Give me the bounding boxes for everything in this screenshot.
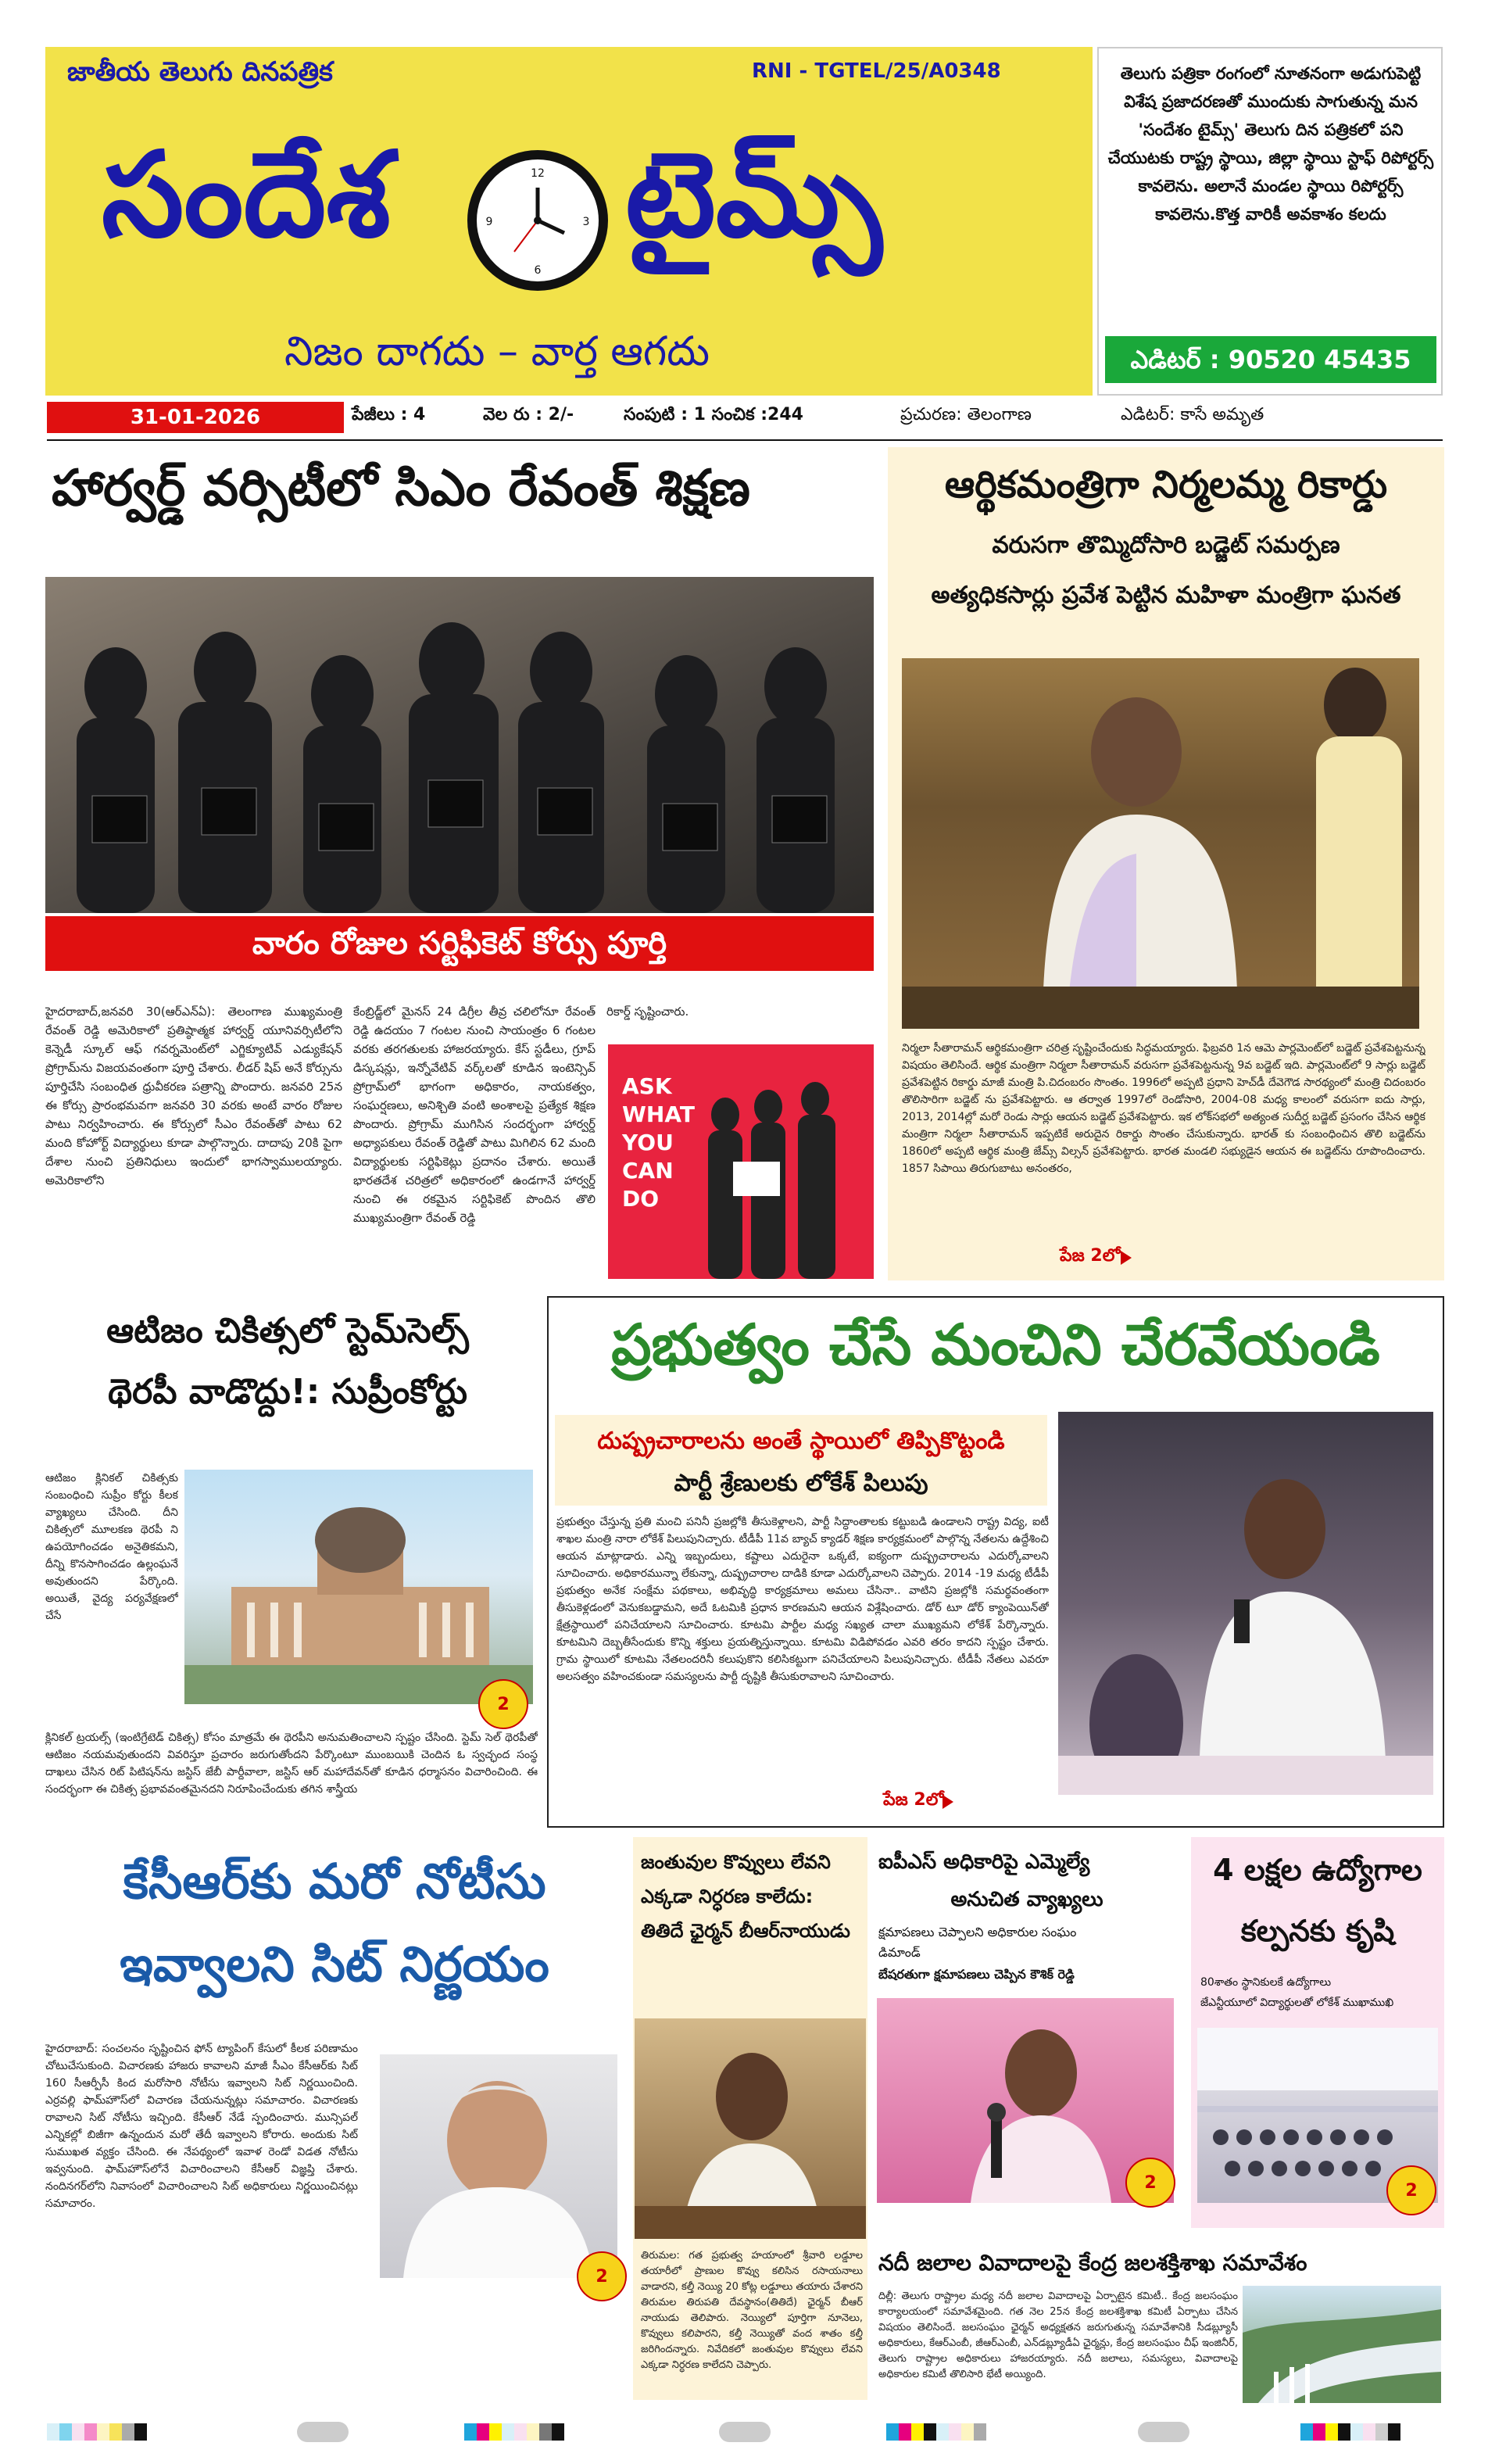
masthead-slogan: నిజం దాగదు – వార్త ఆగదు bbox=[284, 328, 710, 375]
info-editor: ఎడిటర్: కాసే అమృత bbox=[1121, 405, 1264, 424]
recruitment-ad-text: తెలుగు పత్రికా రంగంలో నూతనంగా అడుగుపెట్టి విశేష ప్రజాదరణతో ముందుకు సాగుతున్న మన 'సందేశం టైమ్స్' తెలుగు దిన పత్రికలో పని చేయుటకు రాష్ట్ర స్థాయి, జిల్లా స్థాయి స్టాఫ్ రిపోర్టర్స్ కావలెను. అలానే మండల స్థాయి రిపోర్టర్స్ కావలెను.కొత్త వారికీ అవకాశం కలదు bbox=[1107, 64, 1434, 224]
issue-date: 31-01-2026 bbox=[47, 402, 344, 433]
nirmala-sub1: వరుసగా తొమ్మిదోసారి బడ్జెట్ సమర్పణ bbox=[992, 532, 1340, 559]
info-bar-rule bbox=[47, 439, 1443, 441]
svg-text:12: 12 bbox=[531, 167, 545, 180]
ips-sub3: బేషరతుగా క్షమాపణలు చెప్పిన కౌశిక్ రెడ్డి bbox=[878, 1967, 1075, 1982]
ttd-body: తిరుమల: గత ప్రభుత్వ హయాంలో శ్రీవారి లడ్డూల తయారీలో ప్రాణుల కొవ్వు కలిసిన రసాయనాలు వాడారని, కల్తీ నెయ్యి 20 కోట్ల లడ్డూలు తయారు చేశారని తిరుమల తిరుపతి దేవస్థానం(తితిదే) ఛైర్మన్ బీఆర్ నాయుడు తెలిపారు. నెయ్యిలో పూర్తిగా నూనెలు, కొవ్వులు కలిపారని, కల్తీ నెయ్యితో వంద శాతం కల్తీ జరిగిందన్నారు. నివేదికలో జంతువుల కొవ్వులు లేవని ఎక్కడా నిర్ధరణ కాలేదని చెప్పారు. bbox=[641, 2250, 863, 2371]
registration-pill bbox=[1138, 2422, 1189, 2442]
nirmala-headline: ఆర్థికమంత్రిగా నిర్మలమ్మ రికార్డు bbox=[944, 463, 1388, 507]
page-ref-badge: 2 bbox=[1125, 2158, 1175, 2208]
nirmala-continued: పేజ 2లో bbox=[1060, 1246, 1121, 1266]
info-volume: సంపుటి : 1 సంచిక :244 bbox=[624, 405, 803, 424]
supreme-court-photo bbox=[184, 1470, 533, 1704]
dam-photo bbox=[1243, 2286, 1441, 2403]
svg-text:9: 9 bbox=[485, 216, 493, 228]
autism-body-wide: క్లినికల్ ట్రయల్స్ (ఇంటిగ్రేటెడ్ చికిత్స) కోసం మాత్రమే ఈ థెరపీని అనుమతించాలని స్పష్టం చేసింది. స్టెమ్ సెల్ థెరపీతో ఆటిజం నయమవుతుందని వివరిస్తూ ప్రచారం జరుగుతోందని పేర్కొంటూ ముంబయికి చెందిన ఓ స్వచ్ఛంద సంస్థ దాఖలు చేసిన రిట్ పిటిషన్‌ను జస్టిస్ జేబీ పార్దీవాలా, జస్టిస్ ఆర్ మహాదేవన్‌తో కూడిన ధర్మాసనం విచారించింది. ఈ సందర్భంగా ఈ చికిత్స ప్రభావవంతమైనదని నిరూపించేందుకు తగిన శాస్త్రీయ bbox=[45, 1732, 538, 1796]
harvard-group-photo bbox=[45, 577, 874, 913]
info-pages: పేజీలు : 4 bbox=[352, 405, 426, 424]
lokesh-sub2: పార్టీ శ్రేణులకు లోకేశ్ పిలుపు bbox=[674, 1470, 928, 1497]
harvard-banner: వారం రోజుల సర్టిఫికెట్ కోర్సు పూర్తి bbox=[45, 916, 874, 971]
kcr-photo bbox=[380, 2054, 617, 2278]
nirmala-photo bbox=[902, 658, 1419, 1029]
autism-body-narrow: ఆటిజం క్లినికల్ చికిత్సకు సంబంధించి సుప్రీం కోర్టు కీలక వ్యాఖ్యలు చేసింది. దీని చికిత్సలో మూలకణ థెరపీ ని ఉపయోగించడం అనైతికమని, దీన్ని కొనసాగించడం ఉల్లంఘనే అవుతుందని పేర్కొంది. అయితే, వైద్య పర్యవేక్షణలో చేసే bbox=[45, 1472, 178, 1622]
lokesh-continued: పేజ 2లో bbox=[883, 1790, 944, 1810]
lokesh-photo bbox=[1058, 1412, 1433, 1795]
svg-text:3: 3 bbox=[582, 216, 590, 228]
inset-sign-text: ASK WHAT YOU CAN DO bbox=[622, 1073, 695, 1212]
clock-icon bbox=[467, 150, 608, 291]
jobs-headline-line2: కల్పనకు కృషి bbox=[1240, 1914, 1395, 1948]
kcr-headline-line1: కేసీఆర్‌కు మరో నోటీసు bbox=[123, 1853, 546, 1910]
page-ref-badge: 2 bbox=[478, 1679, 528, 1729]
svg-text:6: 6 bbox=[534, 264, 542, 277]
jobs-headline-line1: 4 లక్షల ఉద్యోగాల bbox=[1213, 1853, 1422, 1887]
color-registration-bar bbox=[886, 2423, 986, 2444]
harvard-inset-photo bbox=[608, 1044, 874, 1279]
ttd-headline: జంతువుల కొవ్వులు లేవని ఎక్కడా నిర్ధరణ కాలేదు: తితిదే ఛైర్మన్ బీఆర్‌నాయుడు bbox=[641, 1851, 850, 1942]
ttd-chairman-photo bbox=[635, 2018, 866, 2239]
masthead-tagline: జాతీయ తెలుగు దినపత్రిక bbox=[67, 56, 333, 88]
registration-pill bbox=[297, 2422, 349, 2442]
info-price: వెల రు : 2/- bbox=[483, 405, 574, 424]
harvard-headline: హార్వర్డ్ వర్సిటీలో సిఎం రేవంత్ శిక్షణ bbox=[52, 460, 750, 518]
rni-number: RNI - TGTEL/25/A0348 bbox=[752, 59, 1001, 83]
ips-sub2: డిమాండ్ bbox=[878, 1945, 921, 1960]
color-registration-bar bbox=[47, 2423, 147, 2444]
autism-headline-line1: ఆటిజం చికిత్సలో స్టెమ్‌సెల్స్ bbox=[106, 1311, 469, 1351]
editor-phone: ఎడిటర్ : 90520 45435 bbox=[1105, 336, 1436, 383]
continued-arrow-icon bbox=[943, 1795, 953, 1809]
lokesh-body: ప్రభుత్వం చేస్తున్న ప్రతి మంచి పనినీ ప్రజల్లోకి తీసుకెళ్లాలని, పార్టీ సిద్ధాంతాలకు కట్టుబడి ఉండాలని రాష్ట్ర విద్య, ఐటీ శాఖల మంత్రి నారా లోకేశ్ పిలుపునిచ్చారు. టీడీపీ 11వ బ్యాచ్ క్యాడర్ శిక్షణ కార్యక్రమంలో పాల్గొన్న నేతలను ఉద్దేశించి ఆయన మాట్లాడారు. ఎన్ని ఇబ్బందులు, కష్టాలు ఎదురైనా ఒక్కటే, ఐక్యంగా దుష్ప్రచారాలను ఎదుర్కోవాలని సూచించారు. అధికారమున్నా లేకున్నా, దుష్ప్రచారాల దాడికి కూడా ఎదుర్కోవాలని చెప్పారు. 2014 -19 మధ్య టీడీపీ ప్రభుత్వం అనేక సంక్షేమ పథకాలు, అభివృద్ధి కార్యక్రమాలు అమలు చేసినా.. వాటిని ప్రజల్లోకి సమర్థవంతంగా తీసుకెళ్లడంలో వెనుకబడ్డామని, అదే ఓటమికి ప్రధాన కారణమని ఆయన విశ్లేషించారు. డోర్ టూ డోర్ క్యాంపెయిన్‌తో క్షేత్రస్థాయిలో పనిచేయాలని సూచించారు. కూటమి పార్టీల మధ్య సఖ్యత చాలా ముఖ్యమని లోకేశ్ పేర్కొన్నారు. కూటమిని దెబ్బతీసేందుకు కొన్ని శక్తులు ప్రయత్నిస్తున్నాయి. కూటమి విడిపోవడం ఎవరి తరం కాదని స్పష్టం చేశారు. గ్రామ స్థాయిలో కూటమి నేతలందరినీ కలుపుకొని కలిసికట్టుగా పనిచేయాలని పిలుపునిచ్చారు. టీడీపీ నేతలు ఎవరూ అలసత్వం వహించకుండా సమస్యలను పార్టీ దృష్టికి తీసుకురావాలని సూచించారు. bbox=[556, 1516, 1049, 1683]
nirmala-body: నిర్మలా సీతారామన్ ఆర్థికమంత్రిగా చరిత్ర సృష్టించేందుకు సిద్ధమయ్యారు. ఫిబ్రవరి 1న ఆమె పార్లమెంట్‌లో బడ్జెట్ ప్రవేశపెట్టనున్న విషయం తెలిసిందే. ఆర్థిక మంత్రిగా నిర్మలా సీతారామన్ వరుసగా ప్రవేశపెట్టనున్న 9వ బడ్జెట్ ఇది. పార్లమెంట్‌లో 9 సార్లు బడ్జెట్ ప్రవేశపెట్టిన రికార్డు మాజీ మంత్రి పి.చిదంబరం సొంతం. 1996లో అప్పటి ప్రధాని హెచ్‌డీ దేవెగౌడ సారథ్యంలో మంత్రి చిదంబరం తొలిసారిగా బడ్జెట్ ను ప్రవేశపెట్టారు. ఆ తర్వాత 1997లో రెండోసారి, 2004-08 మధ్య కాలంలో వరుసగా ఐదు సార్లు, 2013, 2014ల్లో మరో రెండు సార్లు ఆయన బడ్జెట్ ప్రవేశపెట్టారు. ఇక లోక్‌సభలో అత్యంత సుదీర్ఘ బడ్జెట్ ప్రసంగం చేసిన ఆర్థిక మంత్రిగా నిర్మలా సీతారామన్ ఇప్పటికే అరుదైన రికార్డు సొంతం చేసుకున్నారు. భారత్ కు సంబంధించిన తొలి బడ్జెట్‌ను 1860లో అప్పటి ఆర్థిక మంత్రి జేమ్స్ విల్సన్ ప్రవేశపెట్టారు. భారత మండలి సభ్యుడైన ఆయన ఈ బడ్జెట్‌ను రూపొందించారు. 1857 సిపాయి తిరుగుబాటు అనంతరం, bbox=[902, 1042, 1425, 1175]
harvard-body-col3: రికార్డ్ సృష్టించారు. bbox=[606, 1005, 689, 1019]
masthead-name-left: సందేశ bbox=[102, 127, 391, 263]
lokesh-sub1: దుష్ప్రచారాలను అంతే స్థాయిలో తిప్పికొట్టండి bbox=[597, 1427, 1005, 1455]
color-registration-bar bbox=[1300, 2423, 1400, 2444]
ips-headline-line1: ఐపీఎస్ అధికారిపై ఎమ్మెల్యే bbox=[878, 1850, 1090, 1874]
ips-headline-line2: అనుచిత వ్యాఖ్యలు bbox=[950, 1888, 1103, 1911]
lokesh-headline: ప్రభుత్వం చేసే మంచిని చేరవేయండి bbox=[611, 1312, 1380, 1377]
color-registration-bar bbox=[464, 2423, 564, 2444]
kcr-body: హైదరాబాద్: సంచలనం సృష్టించిన ఫోన్ ట్యాపింగ్ కేసులో కీలక పరిణామం చోటుచేసుకుంది. విచారణకు హాజరు కావాలని మాజీ సీఎం కేసీఆర్‌కు సిట్ 160 సీఆర్పీసీ కింద మరోసారి నోటీసు ఇవ్వాలని సిట్ నిర్ణయించింది. ఎర్రవల్లి ఫామ్‌హౌస్‌లో విచారణ చేయనున్నట్లు సమాచారం. విచారణకు రావాలని సిట్ నోటీసు ఇచ్చింది. కేసీఆర్ నేడే స్పందించారు. మున్సిపల్ ఎన్నికల్లో బిజీగా ఉన్నందున మరో తేదీ ఇవ్వాలని కోరారు. అందుకు సిట్ సుముఖత వ్యక్తం చేసింది. ఈ నేపథ్యంలో ఇవాళ రెండో విడత నోటీసు ఇవ్వనుంది. ఫామ్‌హౌస్‌లోనే విచారించాలని కేసీఆర్ విజ్ఞప్తి చేశారు. నందినగర్‌లోని నివాసంలో విచారించాలని సిట్ అధికారులు నిర్ణయించినట్లు సమాచారం. bbox=[45, 2043, 358, 2210]
continued-arrow-icon bbox=[1121, 1251, 1132, 1265]
registration-pill bbox=[719, 2422, 771, 2442]
jobs-sub1: 80శాతం స్థానికులకే ఉద్యోగాలు bbox=[1200, 1976, 1332, 1989]
kcr-headline-line2: ఇవ్వాలని సిట్ నిర్ణయం bbox=[120, 1936, 549, 1993]
harvard-body-col1: హైదరాబాద్,జనవరి 30(ఆర్ఎన్ఏ): తెలంగాణ ముఖ్యమంత్రి రేవంత్ రెడ్డి అమెరికాలో ప్రతిష్ఠాత్మక హార్వర్డ్ యూనివర్సిటీలోని కెన్నెడీ స్కూల్ ఆఫ్ గవర్నమెంట్‌లో ఎగ్జిక్యూటివ్ ఎడ్యుకేషన్ ప్రోగ్రామ్‌ను విజయవంతంగా పూర్తి చేశారు. లీడర్ షిప్ అనే కోర్సును పూర్తిచేసి సంబంధిత ధ్రువీకరణ పత్రాన్ని పొందారు. జనవరి 25న ఈ కోర్సు ప్రారంభమవగా జనవరి 30 వరకు అంటే వారం రోజుల పాటు నిర్వహించారు. ఈ కోర్సులో సీఎం రేవంత్‌తో పాటు 62 మంది కోహోర్ట్ విద్యార్థులు కూడా పాల్గొన్నారు. దాదాపు 20కి పైగా దేశాల నుంచి ప్రతినిధులు ఇందులో భాగస్వాములయ్యారు. అమెరికాలోని bbox=[45, 1005, 342, 1187]
info-circulation: ప్రచురణ: తెలంగాణ bbox=[900, 405, 1032, 424]
harvard-body-col2: కేంబ్రిడ్జ్‌లో మైనస్ 24 డిగ్రీల తీవ్ర చలిలోనూ రేవంత్ రెడ్డి ఉదయం 7 గంటల నుంచి సాయంత్రం 6 గంటల వరకు తరగతులకు హాజరయ్యారు. కేస్ స్టడీలు, గ్రూప్ డిస్కషన్లు, ఇన్నోవేటివ్ వర్క్‌లతో కూడిన ఇంటెన్సివ్ ప్రోగ్రామ్‌లో భాగంగా అధికారం, నాయకత్వం, సంఘర్షణలు, అనిశ్చితి వంటి అంశాలపై ప్రత్యేక శిక్షణ పొందారు. ప్రోగ్రామ్ ముగిసిన సందర్భంగా హార్వర్డ్ అధ్యాపకులు రేవంత్ రెడ్డితో పాటు మిగిలిన 62 మంది విద్యార్థులకు సర్టిఫికెట్లు ప్రదానం చేశారు. అయితే భారతదేశ చరిత్రలో అధికారంలో ఉండగానే హార్వర్డ్ నుంచి ఈ రకమైన సర్టిఫికెట్ పొందిన తొలి ముఖ్యమంత్రిగా రేవంత్ రెడ్డి bbox=[353, 1005, 596, 1225]
water-body: దిల్లీ: తెలుగు రాష్ట్రాల మధ్య నదీ జలాల వివాదాలపై ఏర్పాటైన కమిటీ.. కేంద్ర జలసంఘం కార్యాలయంలో సమావేశమైంది. గత నెల 25న కేంద్ర జలశక్తిశాఖ కమిటీ ఏర్పాటు చేసిన విషయం తెలిసిందే. జలసంఘం ఛైర్మన్ అధ్యక్షతన జరుగుతున్న సమావేశానికి సీడబ్ల్యూసీ అధికారులు, కేఆర్ఎంబీ, జీఆర్ఎంబీ, ఎన్‌డబ్ల్యూడీఏ ఛైర్మన్లు, కేంద్ర జలసంఘం చీఫ్ ఇంజినీర్, తెలుగు రాష్ట్రాల అధికారులు హాజరయ్యారు. నదీ జలాలు, సమస్యలు, వివాదాలపై అధికారుల కమిటీ తొలిసారి భేటీ అయ్యింది. bbox=[878, 2290, 1238, 2380]
page-ref-badge: 2 bbox=[577, 2251, 627, 2301]
autism-headline-line2: థెరపీ వాడొద్దు!: సుప్రీంకోర్టు bbox=[108, 1372, 467, 1412]
page-ref-badge: 2 bbox=[1386, 2165, 1436, 2215]
ips-sub1: క్షమాపణలు చెప్పాలని అధికారుల సంఘం bbox=[878, 1925, 1077, 1939]
water-headline: నదీ జలాల వివాదాలపై కేంద్ర జలశక్తిశాఖ సమావేశం bbox=[878, 2250, 1307, 2276]
masthead-name-right: టైమ్స్ bbox=[625, 127, 882, 263]
nirmala-sub2: అత్యధికసార్లు ప్రవేశ పెట్టిన మహిళా మంత్రిగా ఘనత bbox=[931, 582, 1401, 609]
jobs-sub2: జేఎన్టీయూలో విద్యార్థులతో లోకేశ్ ముఖాముఖి bbox=[1200, 1997, 1394, 2009]
